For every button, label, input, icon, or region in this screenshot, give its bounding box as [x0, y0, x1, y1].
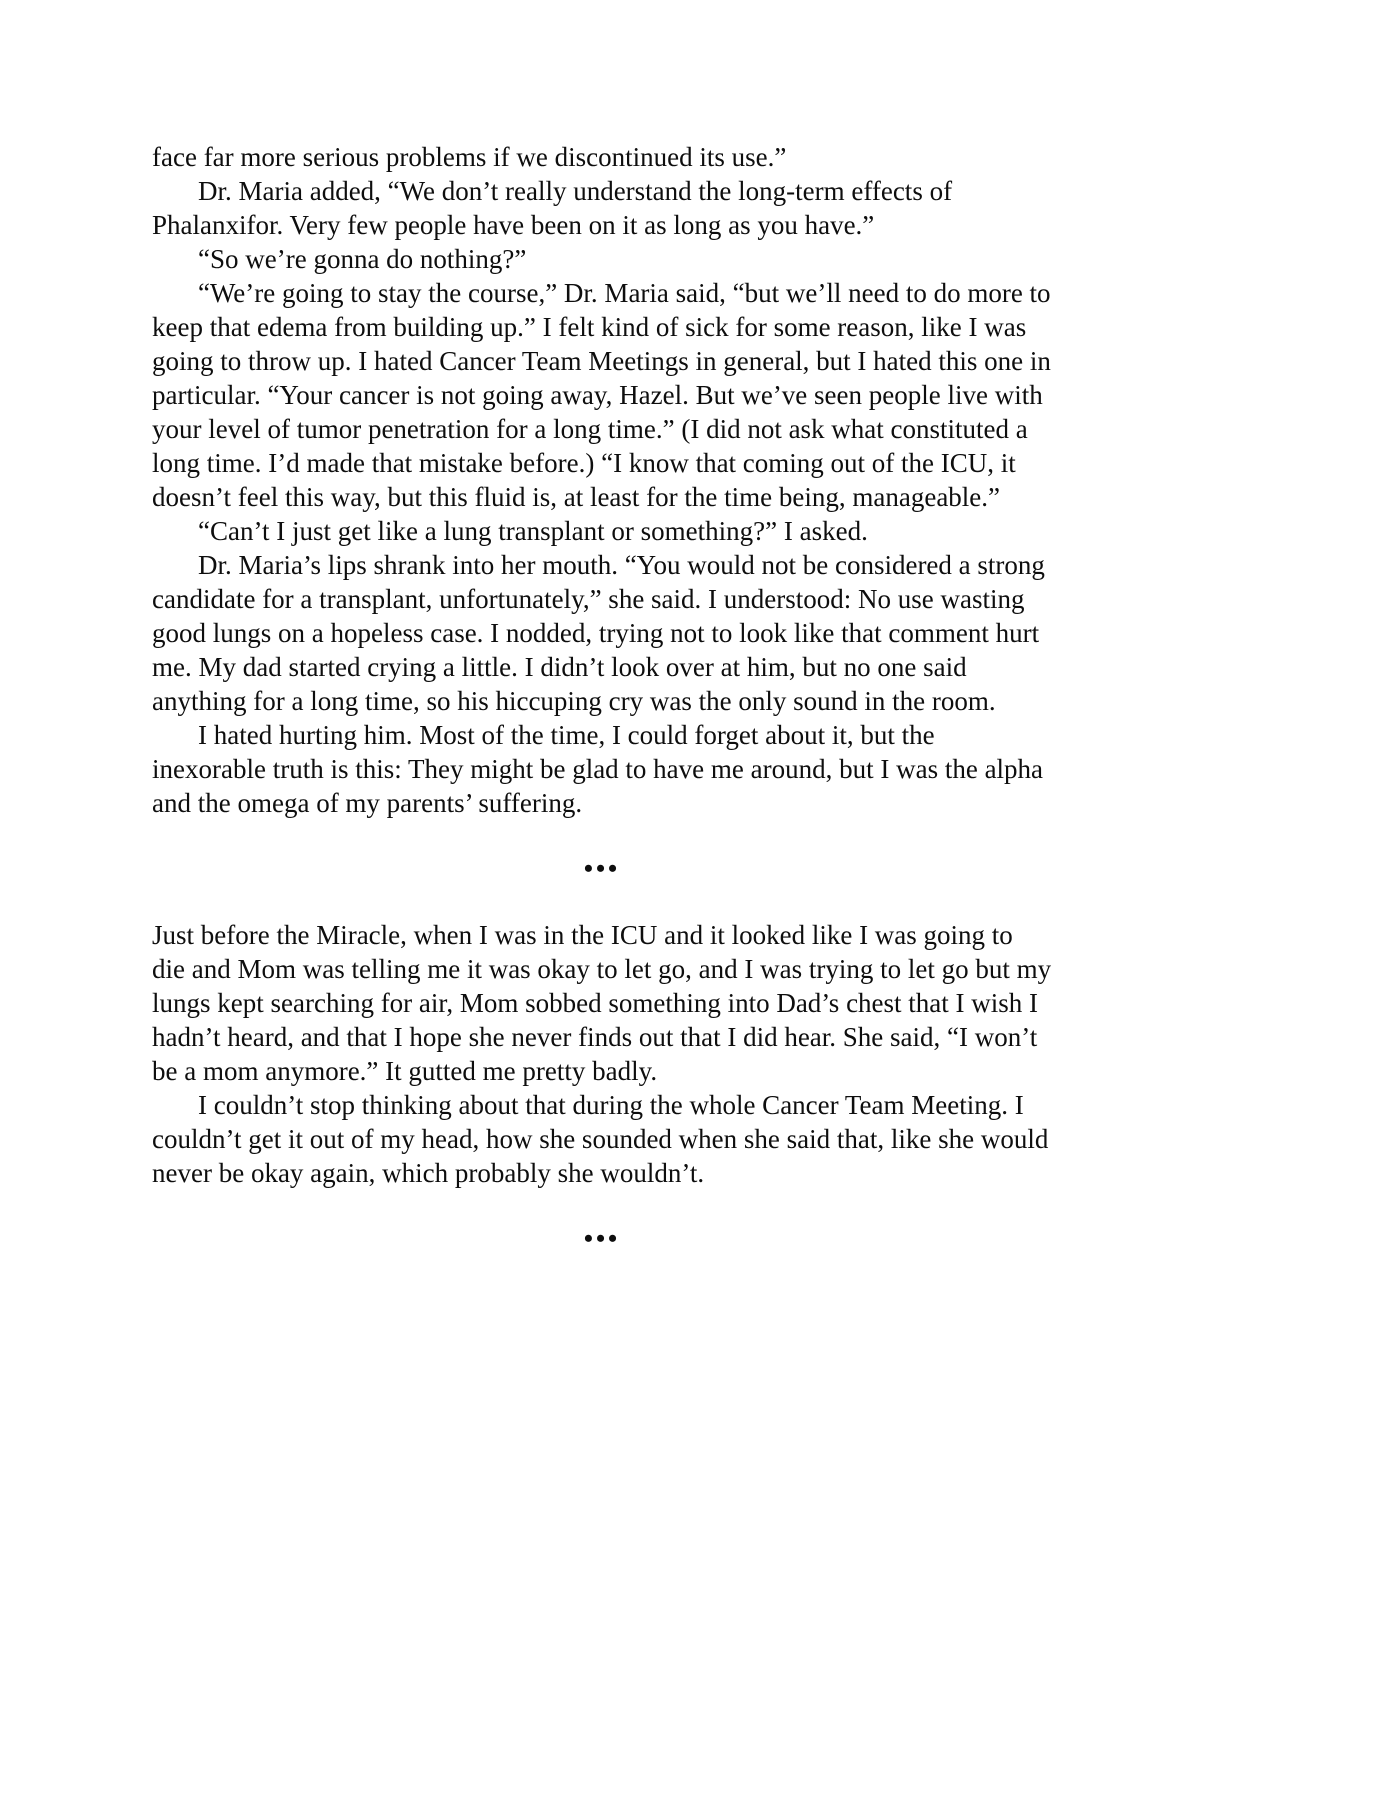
paragraph: “Can’t I just get like a lung transplant or something?” I asked. [198, 516, 868, 546]
section-break: ••• [583, 854, 621, 883]
paragraph: “So we’re gonna do nothing?” [198, 244, 527, 274]
paragraph: Dr. Maria added, “We don’t really understand the long-term effects of Phalanxifor. Very few people have been on it as long as you have.” [152, 176, 953, 240]
page-text [152, 140, 1052, 1288]
paragraph: I couldn’t stop thinking about that during the whole Cancer Team Meeting. I couldn’t get it out of my head, how she sounded when she said that, like she would never be okay again, which probably she wouldn’t. [152, 1090, 1049, 1188]
paragraph: “We’re going to stay the course,” Dr. Maria said, “but we’ll need to do more to keep that edema from building up.” I felt kind of sick for some reason, like I was going to throw up. I hated Cancer Team Meetings in general, but I hated this one in particular. “Your cancer is not going away, Hazel. But we’ve seen people live with your level of tumor penetration for a long time.” (I did not ask what constituted a long time. I’d made that mistake before.) “I know that coming out of the ICU, it doesn’t feel this way, but this fluid is, at least for the time being, manageable.” [152, 278, 1051, 512]
paragraph: Just before the Miracle, when I was in the ICU and it looked like I was going to die and Mom was telling me it was okay to let go, and I was trying to let go but my lungs kept searching for air, Mom sobbed something into Dad’s chest that I wish I hadn’t heard, and that I hope she never finds out that I did hear. She said, “I won’t be a mom anymore.” It gutted me pretty badly. [152, 920, 1052, 1086]
paragraph: I hated hurting him. Most of the time, I could forget about it, but the inexorable truth is this: They might be glad to have me around, but I was the alpha and the omega of my parents’ suffering. [152, 720, 1044, 818]
paragraph: face far more serious problems if we discontinued its use.” [152, 142, 787, 172]
section-break: ••• [583, 1224, 621, 1253]
paragraph: Dr. Maria’s lips shrank into her mouth. “You would not be considered a strong candidate for a transplant, unfortunately,” she said. I understood: No use wasting good lungs on a hopeless case. I nodded, trying not to look like that comment hurt me. My dad started crying a little. I didn’t look over at him, but no one said anything for a long time, so his hiccuping cry was the only sound in the room. [152, 550, 1045, 716]
